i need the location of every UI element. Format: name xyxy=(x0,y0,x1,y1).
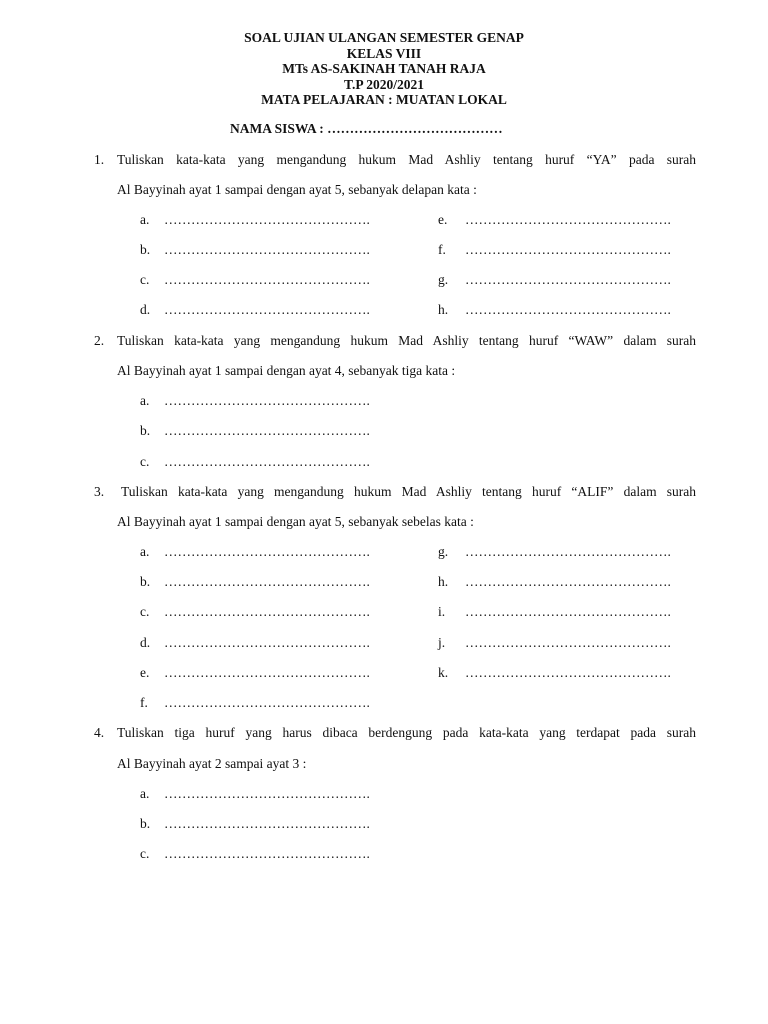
answer-line[interactable] xyxy=(438,302,671,318)
answer-letter: d. xyxy=(140,302,151,317)
answer-dots: ………………………………………. xyxy=(164,635,370,650)
answer-dots: ………………………………………. xyxy=(164,574,370,589)
answer-line[interactable] xyxy=(140,846,370,862)
answer-letter: g. xyxy=(438,544,449,559)
answer-letter: b. xyxy=(140,816,151,831)
answer-dots: ………………………………………. xyxy=(164,302,370,317)
answer-dots: ………………………………………. xyxy=(164,393,370,408)
header-class: KELAS VIII xyxy=(346,45,422,61)
answer-dots: ………………………………………. xyxy=(164,665,370,680)
answer-letter: a. xyxy=(140,212,150,227)
answer-letter: c. xyxy=(140,454,150,469)
question-number: 1. xyxy=(94,152,105,167)
answer-letter: h. xyxy=(438,574,449,589)
header-year: T.P 2020/2021 xyxy=(343,76,424,92)
question-text: Tuliskan kata-kata yang mengandung hukum Mad Ashliy tentang huruf “WAW” dalam surah xyxy=(117,333,696,348)
answer-line[interactable] xyxy=(140,604,370,620)
answer-line[interactable] xyxy=(140,242,370,258)
answer-letter: k. xyxy=(438,665,449,680)
answer-letter: b. xyxy=(140,242,151,257)
answer-line[interactable] xyxy=(438,544,671,560)
answer-line[interactable] xyxy=(438,665,671,681)
question-text-continued: Al Bayyinah ayat 1 sampai dengan ayat 5, sebanyak sebelas kata : xyxy=(117,514,474,529)
answer-line[interactable] xyxy=(140,635,370,651)
answer-line[interactable] xyxy=(438,635,671,651)
answer-line[interactable] xyxy=(438,574,671,590)
answer-line[interactable] xyxy=(140,695,370,711)
answer-dots: ………………………………………. xyxy=(164,212,370,227)
answer-dots: ………………………………………. xyxy=(164,272,370,287)
question-text: Tuliskan kata-kata yang mengandung hukum Mad Ashliy tentang huruf “ALIF” dalam surah xyxy=(121,484,696,499)
answer-line[interactable] xyxy=(140,302,370,318)
answer-dots: ………………………………………. xyxy=(164,242,370,257)
answer-letter: c. xyxy=(140,272,150,287)
question-text-continued: Al Bayyinah ayat 1 sampai dengan ayat 4, sebanyak tiga kata : xyxy=(117,363,456,378)
answer-letter: d. xyxy=(140,635,151,650)
answer-line[interactable] xyxy=(438,212,671,228)
answer-dots: ………………………………………. xyxy=(164,423,370,438)
answer-dots: ………………………………………. xyxy=(465,665,671,680)
answer-letter: f. xyxy=(140,695,148,710)
answer-letter: c. xyxy=(140,604,150,619)
answer-dots: ………………………………………. xyxy=(164,846,370,861)
answer-letter: h. xyxy=(438,302,449,317)
answer-dots: ………………………………………. xyxy=(164,544,370,559)
answer-line[interactable] xyxy=(140,212,370,228)
header-school: MTs AS-SAKINAH TANAH RAJA xyxy=(282,61,486,76)
answer-dots: ………………………………………. xyxy=(164,454,370,469)
header-title: SOAL UJIAN ULANGAN SEMESTER GENAP xyxy=(244,30,524,45)
answer-line[interactable] xyxy=(438,604,671,620)
answer-letter: f. xyxy=(438,242,446,257)
answer-letter: e. xyxy=(140,665,150,680)
answer-letter: a. xyxy=(140,544,150,559)
answer-dots: ………………………………………. xyxy=(465,242,671,257)
answer-letter: b. xyxy=(140,423,151,438)
answer-dots: ………………………………………. xyxy=(465,604,671,619)
answer-letter: b. xyxy=(140,574,151,589)
answer-dots: ………………………………………. xyxy=(164,604,370,619)
answer-dots: ………………………………………. xyxy=(465,544,671,559)
answer-line[interactable] xyxy=(140,393,370,409)
answer-line[interactable] xyxy=(140,423,370,439)
answer-dots: ………………………………………. xyxy=(164,695,370,710)
answer-dots: ………………………………………. xyxy=(465,212,671,227)
answer-line[interactable] xyxy=(140,786,370,802)
question-number: 2. xyxy=(94,333,105,348)
answer-line[interactable] xyxy=(140,665,370,681)
question-number: 4. xyxy=(94,725,105,740)
answer-line[interactable] xyxy=(140,272,370,288)
answer-letter: a. xyxy=(140,393,150,408)
answer-line[interactable] xyxy=(140,574,370,590)
answer-dots: ………………………………………. xyxy=(465,574,671,589)
answer-line[interactable] xyxy=(438,242,671,258)
answer-dots: ………………………………………. xyxy=(465,272,671,287)
answer-letter: c. xyxy=(140,846,150,861)
question-number: 3. xyxy=(94,484,105,499)
header-subject: MATA PELAJARAN : MUATAN LOKAL xyxy=(261,92,507,107)
answer-dots: ………………………………………. xyxy=(164,816,370,831)
answer-line[interactable] xyxy=(438,272,671,288)
question-text-continued: Al Bayyinah ayat 1 sampai dengan ayat 5, sebanyak delapan kata : xyxy=(117,182,477,197)
answer-line[interactable] xyxy=(140,544,370,560)
answer-letter: i. xyxy=(438,604,446,619)
answer-letter: e. xyxy=(438,212,448,227)
answer-dots: ………………………………………. xyxy=(465,302,671,317)
answer-line[interactable] xyxy=(140,454,370,470)
answer-line[interactable] xyxy=(140,816,370,832)
question-text-continued: Al Bayyinah ayat 2 sampai ayat 3 : xyxy=(117,756,307,771)
student-name-field[interactable]: NAMA SISWA : ………………………………… xyxy=(230,121,503,136)
question-text: Tuliskan tiga huruf yang harus dibaca berdengung pada kata-kata yang terdapat pada surah xyxy=(117,725,696,740)
answer-dots: ………………………………………. xyxy=(465,635,671,650)
answer-letter: g. xyxy=(438,272,449,287)
question-text: Tuliskan kata-kata yang mengandung hukum Mad Ashliy tentang huruf “YA” pada surah xyxy=(117,152,696,167)
exam-header xyxy=(0,30,768,108)
answer-letter: j. xyxy=(438,635,446,650)
answer-dots: ………………………………………. xyxy=(164,786,370,801)
answer-letter: a. xyxy=(140,786,150,801)
